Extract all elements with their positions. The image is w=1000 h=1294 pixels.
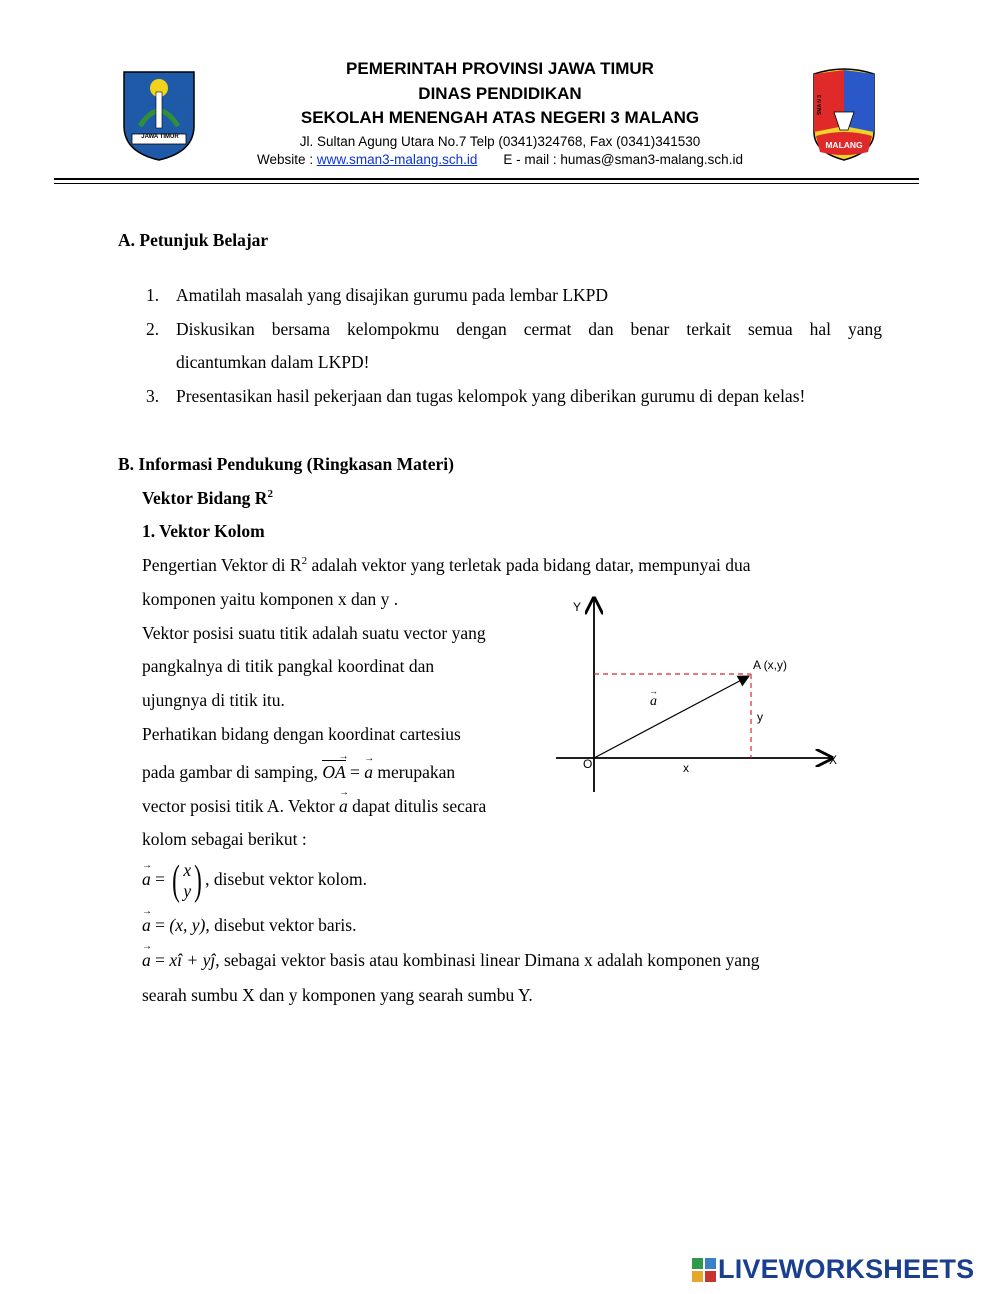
header-line-3: SEKOLAH MENENGAH ATAS NEGERI 3 MALANG <box>300 108 700 127</box>
subsection-title: 1. Vektor Kolom <box>142 521 265 541</box>
y-component-label: y <box>757 710 763 724</box>
website-label: Website : <box>257 152 317 167</box>
paragraph-line: searah sumbu X dan y komponen yang searah sumbu Y. <box>142 985 533 1005</box>
x-component-label: x <box>683 761 689 775</box>
position-vector-arrow <box>594 676 749 758</box>
school-logo-text: MALANG <box>825 140 863 150</box>
header-line-2: DINAS PENDIDIKAN <box>418 84 582 103</box>
liveworksheets-icon <box>692 1258 716 1282</box>
list-item-num: 1. <box>146 285 160 305</box>
website-link[interactable]: www.sman3-malang.sch.id <box>316 152 478 167</box>
list-item: Diskusikan bersama kelompokmu dengan cermat dan benar terkait semua hal yang <box>176 319 882 339</box>
list-item-continued: dicantumkan dalam LKPD! <box>176 352 370 372</box>
section-b-title: B. Informasi Pendukung (Ringkasan Materi) <box>118 454 454 474</box>
point-a-label: A (x,y) <box>753 658 788 672</box>
paragraph-line: Perhatikan bidang dengan koordinat cartesius <box>142 724 461 744</box>
liveworksheets-brand: LIVEWORKSHEETS <box>718 1254 975 1284</box>
header-line-1: PEMERINTAH PROVINSI JAWA TIMUR <box>346 59 654 78</box>
list-item: Presentasikan hasil pekerjaan dan tugas kelompok yang diberikan gurumu di depan kelas! <box>176 386 806 406</box>
provincial-logo-text: JAWA TIMUR <box>141 134 179 140</box>
paragraph-line: pangkalnya di titik pangkal koordinat dan <box>142 656 435 676</box>
list-item-num: 2. <box>146 319 160 339</box>
column-vector-formula: → a = ( x y) , disebut vektor kolom. <box>142 860 367 904</box>
vector-a: → a <box>339 796 348 817</box>
paragraph-line: Pengertian Vektor di $R^2$ adalah vektor yang terletak pada bidang datar, mempunyai dua <box>142 555 751 575</box>
list-item: Amatilah masalah yang disajikan gurumu pada lembar LKPD <box>176 285 609 305</box>
row-vector-formula: → a = (x, y), disebut vektor baris. <box>142 915 356 936</box>
paragraph-line: kolom sebagai berikut : <box>142 829 307 849</box>
paragraph-line: vector posisi titik A. Vektor → a dapat ditulis secara <box>142 796 486 817</box>
header-rule-bottom <box>54 183 919 184</box>
x-axis-label: X <box>829 753 838 767</box>
paragraph-line: ujungnya di titik itu. <box>142 690 285 710</box>
paragraph-line: pada gambar di samping, OA → = → a merupakan <box>142 762 455 783</box>
cartesian-diagram <box>548 592 848 802</box>
vector-a-arrow: → <box>649 686 658 696</box>
school-logo-vertical-text: SMA N 3 <box>817 94 824 116</box>
vector-oa: OA → <box>322 762 345 783</box>
y-axis-label: Y <box>573 600 582 614</box>
section-b-subtitle: Vektor Bidang $R^2$ <box>142 488 273 508</box>
header-rule-top <box>54 178 919 180</box>
header-contact <box>0 152 1000 167</box>
email-text: E - mail : humas@sman3-malang.sch.id <box>503 152 743 167</box>
paragraph-line: komponen yaitu komponen x dan y . <box>142 589 399 609</box>
vector-a: → a <box>364 762 373 783</box>
paragraph-line: Vektor posisi suatu titik adalah suatu vector yang <box>142 623 486 643</box>
basis-vector-formula: → a = xî + yĵ, sebagai vektor basis atau kombinasi linear Dimana x adalah komponen yang <box>142 950 760 971</box>
list-item-num: 3. <box>146 386 160 406</box>
origin-label: O <box>583 757 593 771</box>
section-a-title: A. Petunjuk Belajar <box>118 230 269 250</box>
header-address: Jl. Sultan Agung Utara No.7 Telp (0341)324768, Fax (0341)341530 <box>299 134 701 149</box>
vector-a-label: a <box>650 694 657 709</box>
